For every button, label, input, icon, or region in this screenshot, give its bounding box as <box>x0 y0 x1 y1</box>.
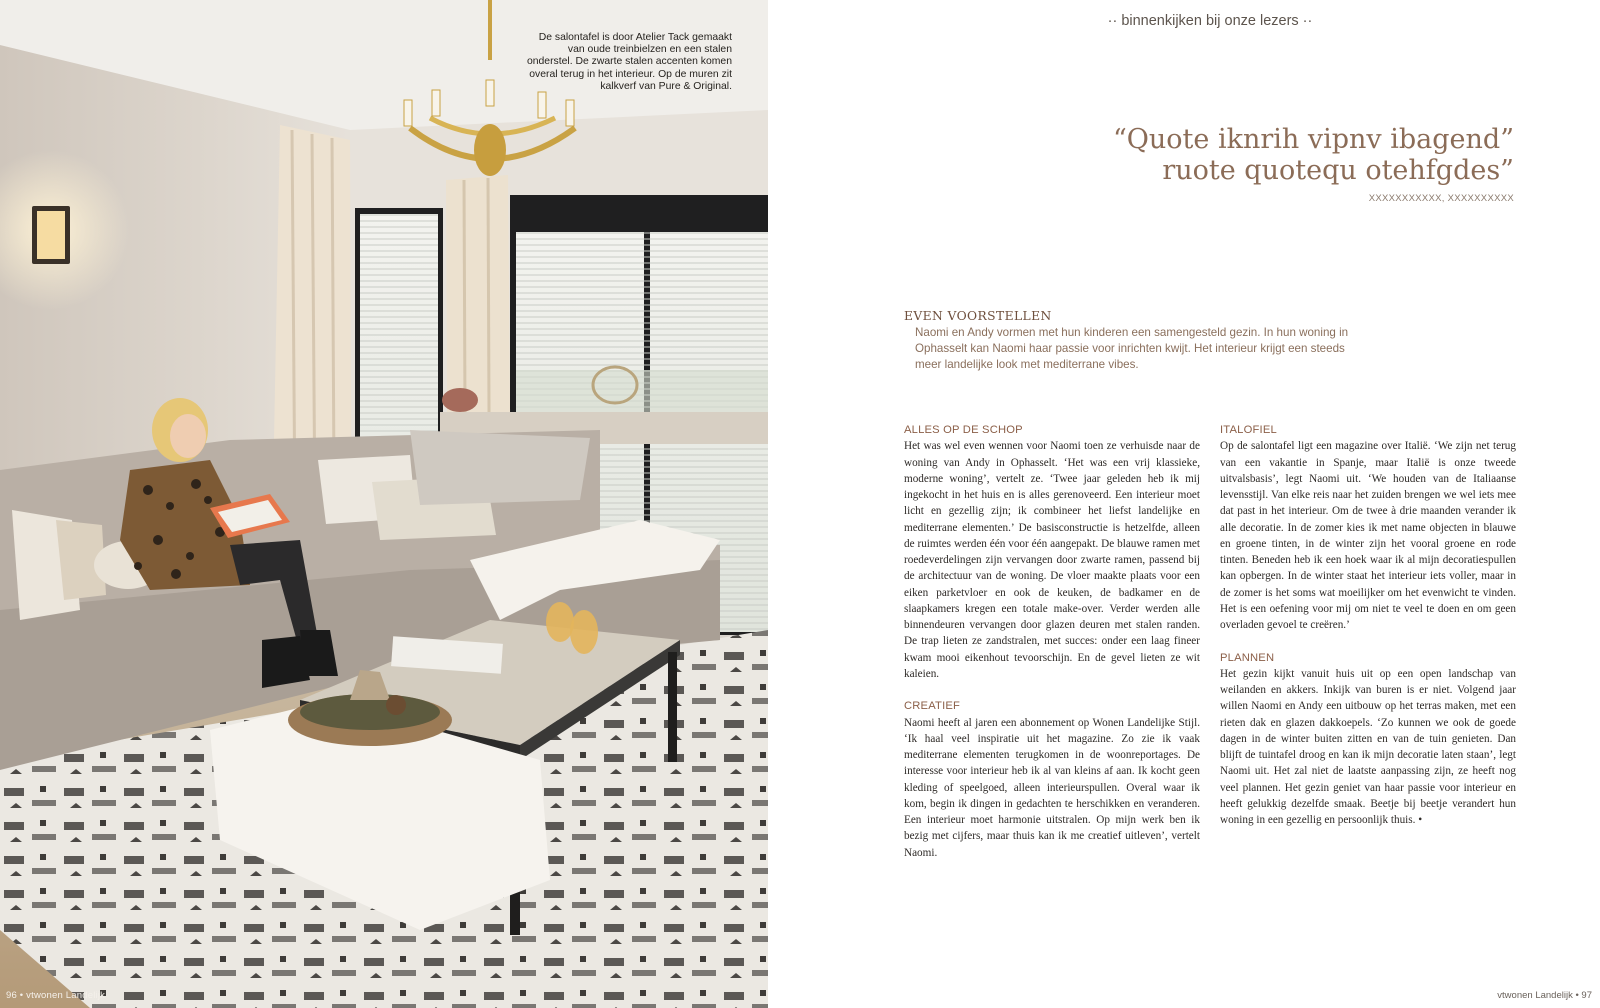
photo-caption: De salontafel is door Atelier Tack gemaakt van oude treinbielzen en een stalen onderstel. De zwarte stalen accenten komen overal terug in het interieur. Op de muren zit kalkverf van Pure & Original. <box>526 32 732 92</box>
living-room-illustration <box>0 0 768 1008</box>
section-heading-plannen: PLANNEN <box>1220 651 1275 664</box>
section-body-italofiel: Op de salontafel ligt een magazine over Italië. ‘We zijn net terug van een vakantie in Spanje, maar Italië is onze tweede uitvalsbasis’, legt Naomi uit. ‘We houden van de Italiaanse levensstijl. Van elke reis naar het zuiden brengen we wel iets mee dat past in het interieur. Om de twee à drie maanden verander ik alle decoratie. In de zomer kies ik met name objecten in blauwe en groene tinten, in de winter zijn het vooral groene en rode tinten. Beneden heb ik een hoek waar ik al mijn decoratiespullen kan opbergen. In de winter staat het interieur iets voller, maar in de zomer is het soms wat moeilijker om het evenwicht te vinden. Het is een oefening voor mij om niet te veel te doen en om geen overladen gevoel te creëren.’ <box>1220 440 1516 631</box>
section-body-alles-op-de-schop: Het was wel even wennen voor Naomi toen ze verhuisde naar de woning van Andy in Ophasselt. ‘Het was een vrij klassieke, moderne woning’, vertelt ze. ‘Twee jaar geleden heb ik mij ingekocht in het huis en is alles gerenoveerd. Een interieur moet licht en gezellig zijn; ik combineer het liefst landelijke en mediterrane elementen.’ De basisconstructie is hetzelfde, alleen de ruimtes werden één voor één aangepakt. De blauwe ramen met roedeverdelingen zijn vervangen door zwarte ramen, passend bij de architectuur van de woning. De vloer maakte plaats voor een eiken parketvloer en ook de keuken, de badkamer en de slaapkamers kregen een totale make-over. Verder werden alle binnendeuren vervangen door glazen deuren met stalen randen. De trap lieten ze zandstralen, met succes: onder een laag fineer kwam mooi eikenhout tevoorschijn. En de gevel lieten ze wit kaleien. <box>904 440 1200 680</box>
section-rubric: ·· binnenkijken bij onze lezers ·· <box>1107 13 1313 29</box>
section-heading-italofiel: ITALOFIEL <box>1220 424 1277 436</box>
pull-quote-line-2: ruote quotequ otehfgdes” <box>1162 155 1514 186</box>
pull-quote-line-1: “Quote iknrih vipnv ibagend” <box>1112 124 1514 155</box>
pull-quote-attribution: XXXXXXXXXXX, XXXXXXXXXX <box>1368 193 1514 204</box>
article-column-right <box>1220 422 1516 845</box>
section-heading-creatief: CREATIEF <box>904 700 961 713</box>
intro-heading: EVEN VOORSTELLEN <box>904 309 1052 323</box>
living-room-photo <box>0 0 768 1008</box>
section-body-creatief: Naomi heeft al jaren een abonnement op Wonen Landelijke Stijl. ‘Ik haal veel inspiratie uit het magazine. Zo zie ik vaak mediterrane elementen terugkomen in de woonreportages. De interesse voor interieur heb ik al van kleins af aan. Ik kocht geen kleding of speelgoed, alleen interieurspullen. Overal waar ik kom, begin ik dingen in gedachten te herschikken en veranderen. Een interieur moet harmonie uitstralen. Op mijn werk ben ik bezig met cijfers, maar thuis kan ik me creatief uitleven’, vertelt Naomi. <box>904 716 1200 859</box>
section-heading-alles-op-de-schop: ALLES OP DE SCHOP <box>904 424 1023 436</box>
section-body-plannen: Het gezin kijkt vanuit huis uit op een open landschap van weilanden en akkers. Inkijk van buren is er niet. Volgend jaar willen Naomi en Andy een uitbouw op het terras maken, met een rieten dak en glazen dakkoepels. ‘Zo kunnen we ook de goede dagen in de winter buiten zitten en van de tuin genieten. Dan blijft de tuintafel droog en kan ik mijn decoratie laten staan’, legt Naomi uit. Het zal niet de laatste aanpassing zijn, ze heeft nog veel plannen. Het gezin geniet van haar passie voor interieur en heeft gelukkig dezelfde smaak. Beetje bij beetje verandert hun woning in een gezellig en persoonlijk thuis. • <box>1220 667 1516 826</box>
article-column-left <box>904 422 1200 877</box>
page-folio-right: vtwonen Landelijk • 97 <box>1497 990 1592 1001</box>
intro-text: Naomi en Andy vormen met hun kinderen een samengesteld gezin. In hun woning in Ophasselt kan Naomi haar passie voor inrichten kwijt. Het interieur krijgt een steeds meer landelijke look met mediterrane vibes. <box>915 326 1349 372</box>
pull-quote <box>954 124 1514 186</box>
page-folio-left: 96 • vtwonen Landelijk <box>6 990 106 1001</box>
